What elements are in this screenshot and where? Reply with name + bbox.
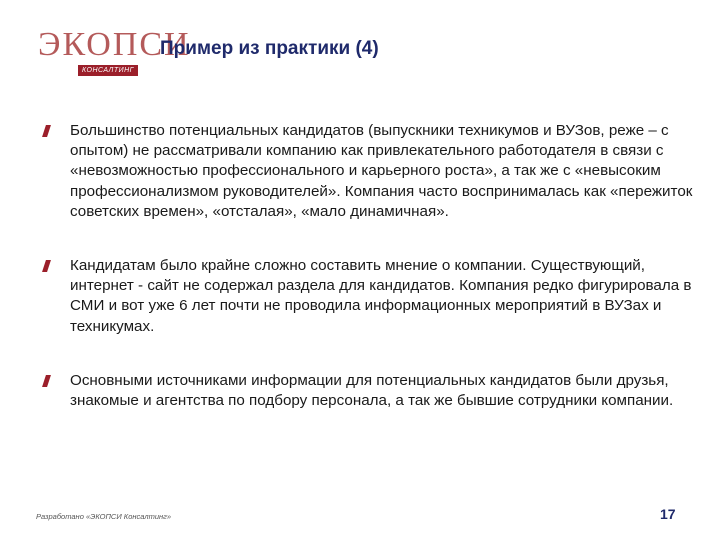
slide-title: Пример из практики (4) [160,38,379,59]
bullet-text: Кандидатам было крайне сложно составить мнение о компании. Существующий, интернет - сайт не содержал раздела для кандидатов. Компания редко фигурировала в СМИ и вот уже 6 лет почти не проводила информационных мероприятий в ВУЗах и техникумах. [70,257,692,335]
bullet-marker-icon [42,375,51,387]
company-logo [38,26,191,76]
bullet-item [44,371,694,411]
logo-text: ЭКОПСИ [38,26,191,63]
page-number: 17 [660,506,676,522]
bullet-item [44,256,694,337]
footer-credit: Разработано «ЭКОПСИ Консалтинг» [36,512,171,521]
logo-subtitle: КОНСАЛТИНГ [78,65,138,76]
bullet-marker-icon [42,260,51,272]
bullet-marker-icon [42,125,51,137]
bullet-list [44,121,694,411]
bullet-text: Большинство потенциальных кандидатов (выпускники техникумов и ВУЗов, реже – с опытом) не рассматривали компанию как привлекательного работодателя в связи с «невозможностью профессионального и карьерного роста», а так же с «невысоким профессионализмом руководителей». Компания часто воспринималась как «пережиток советских времен», «отсталая», «мало динамичная». [70,122,693,220]
bullet-text: Основными источниками информации для потенциальных кандидатов были друзья, знакомые и агентства по подбору персонала, а так же бывшие сотрудники компании. [70,371,674,410]
bullet-item [44,121,694,222]
